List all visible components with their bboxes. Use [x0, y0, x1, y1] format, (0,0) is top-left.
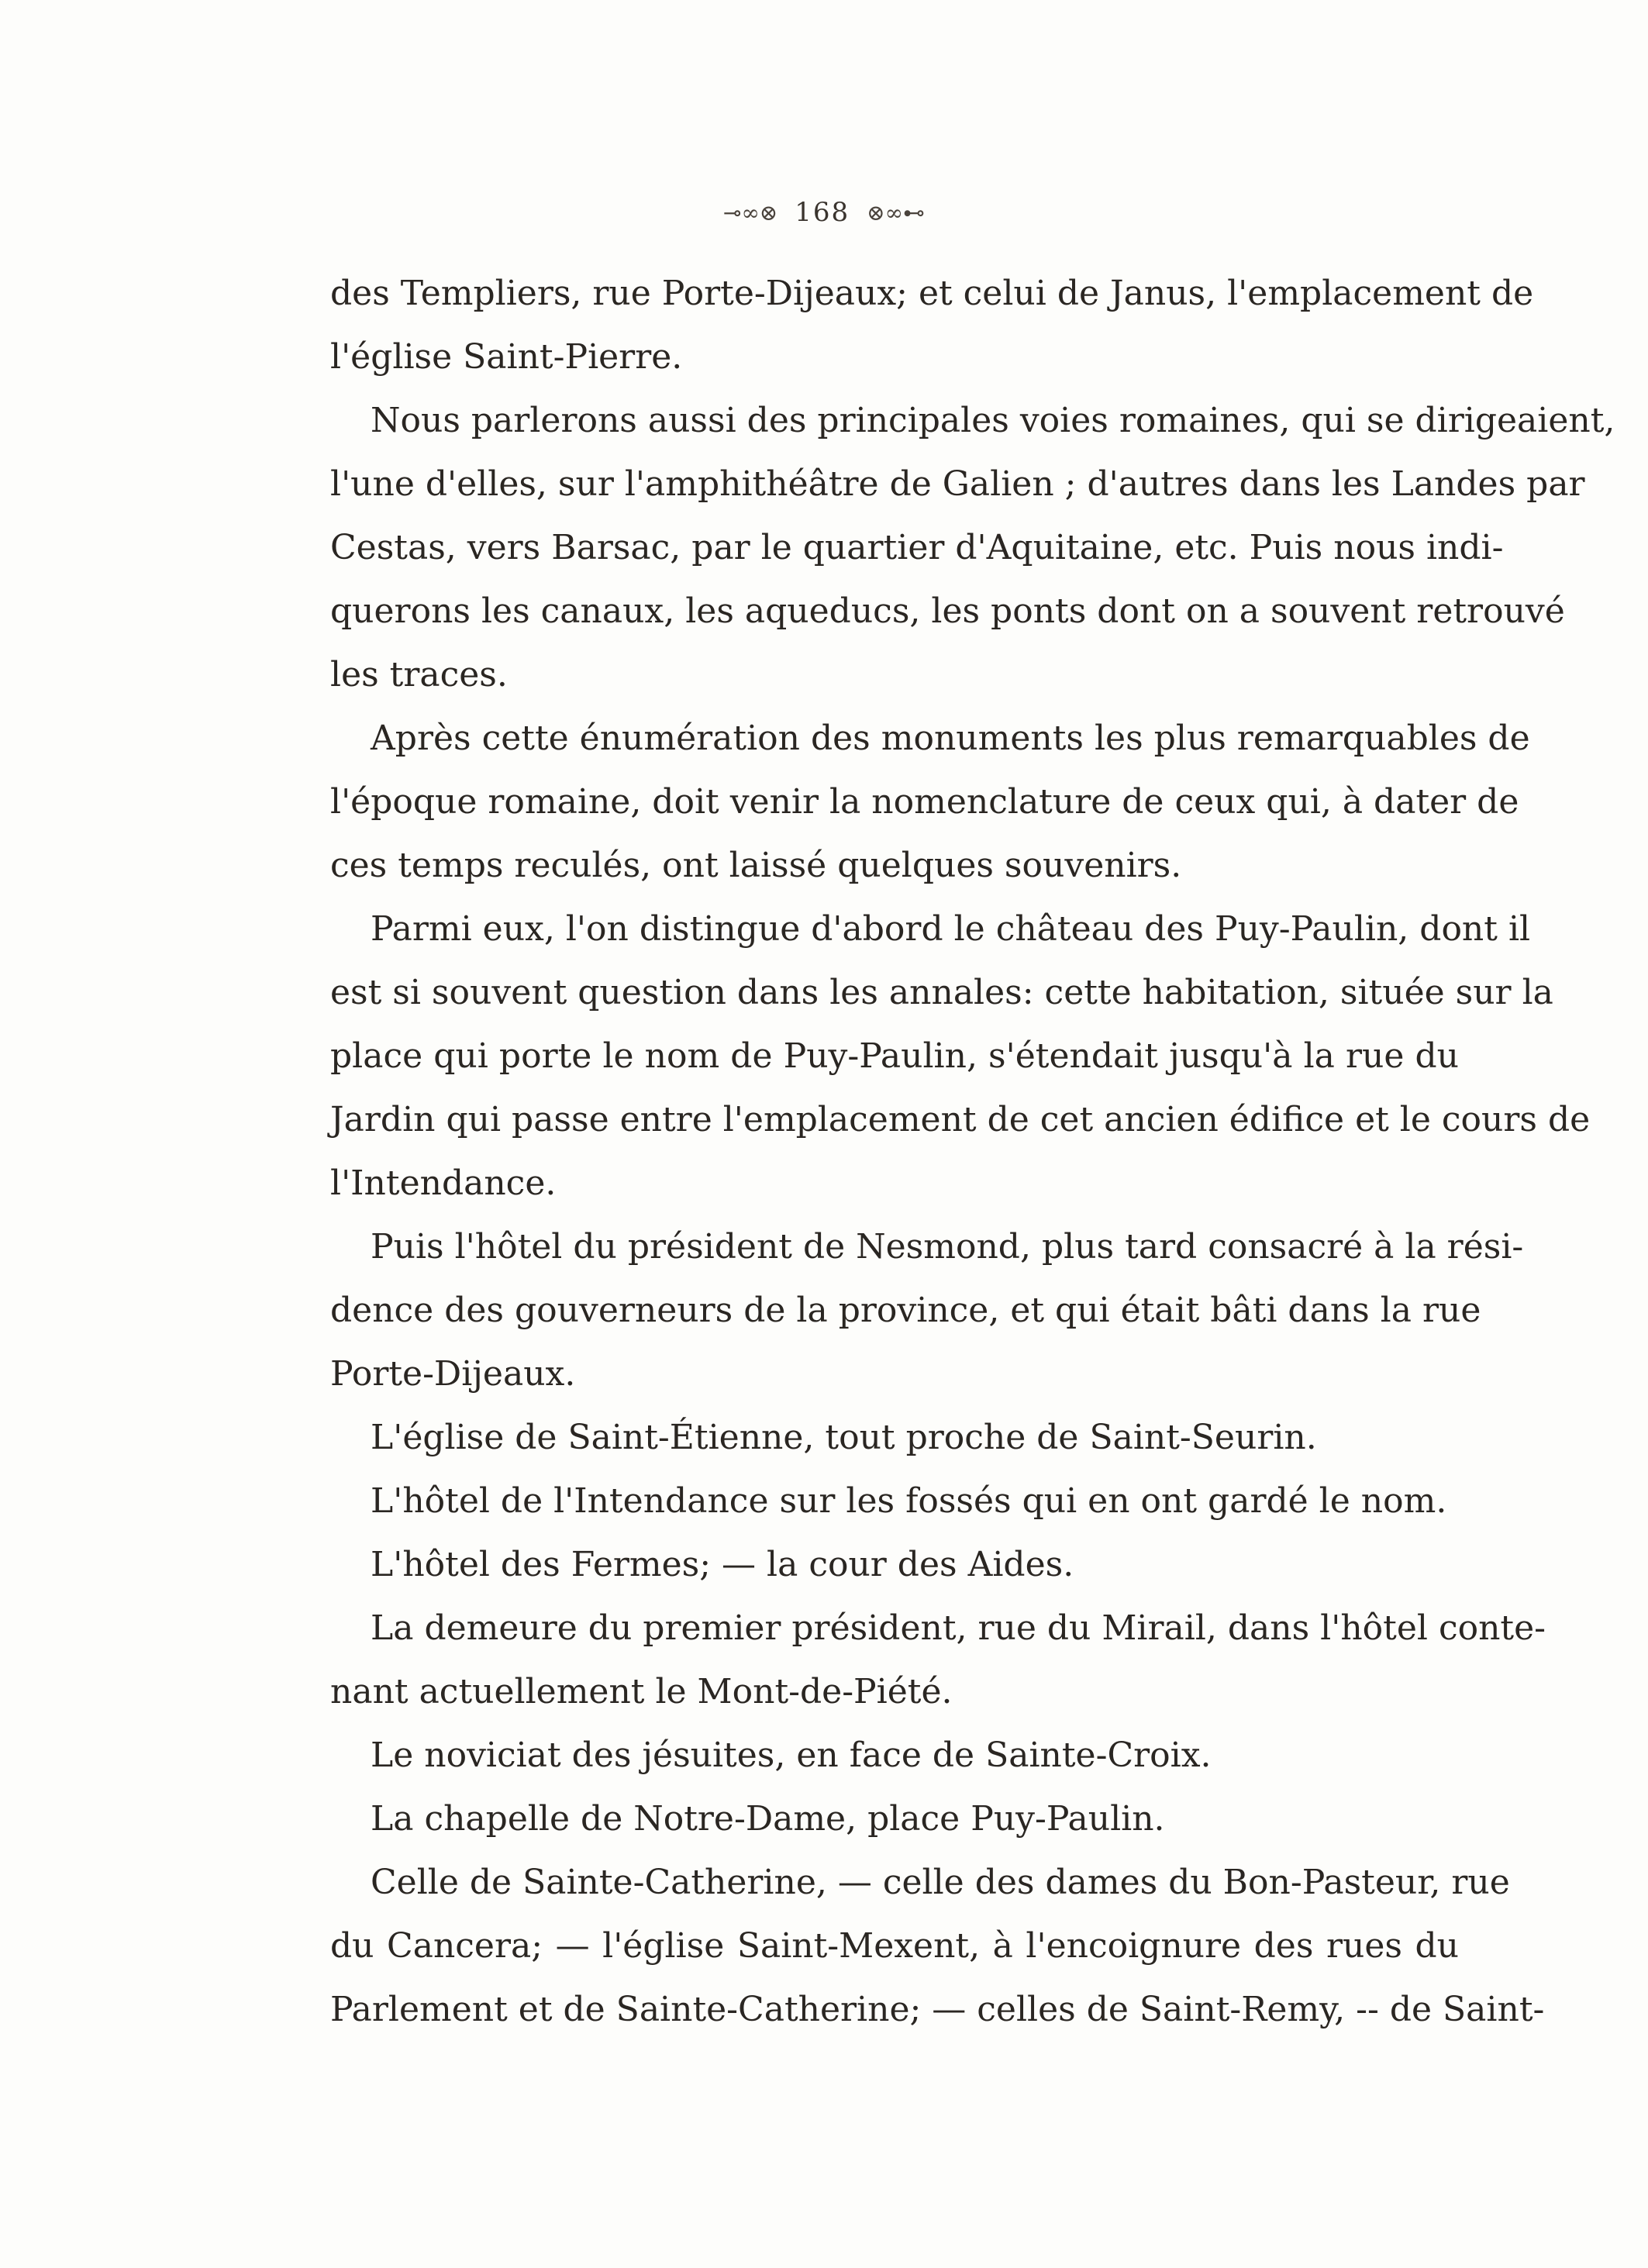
text-line: l'Intendance.: [330, 1163, 557, 1203]
text-line: L'église de Saint-Étienne, tout proche de Saint-Seurin.: [371, 1418, 1317, 1457]
text-line: Puis l'hôtel du président de Nesmond, plus tard consacré à la rési-: [371, 1227, 1524, 1267]
left-ornament-icon: ⊸∞⊗: [723, 199, 778, 226]
text-line: du Cancera; — l'église Saint-Mexent, à l'encoignure des rues du: [330, 1926, 1459, 1966]
text-line: place qui porte le nom de Puy-Paulin, s'étendait jusqu'à la rue du: [330, 1036, 1459, 1076]
page-header: [0, 189, 1648, 236]
text-line: Parmi eux, l'on distingue d'abord le château des Puy-Paulin, dont il: [371, 909, 1531, 949]
text-line: Nous parlerons aussi des principales voies romaines, qui se dirigeaient,: [371, 401, 1615, 440]
text-line: Celle de Sainte-Catherine, — celle des dames du Bon-Pasteur, rue: [371, 1863, 1510, 1902]
text-line: Le noviciat des jésuites, en face de Sainte-Croix.: [371, 1735, 1212, 1775]
text-line: l'église Saint-Pierre.: [330, 337, 683, 377]
text-line: querons les canaux, les aqueducs, les ponts dont on a souvent retrouvé: [330, 591, 1565, 631]
text-line: La demeure du premier président, rue du Mirail, dans l'hôtel conte-: [371, 1608, 1546, 1648]
text-line: ces temps reculés, ont laissé quelques souvenirs.: [330, 846, 1182, 885]
text-line: Jardin qui passe entre l'emplacement de cet ancien édifice et le cours de: [330, 1100, 1591, 1139]
text-line: est si souvent question dans les annales: cette habitation, située sur la: [330, 973, 1553, 1012]
text-line: l'une d'elles, sur l'amphithéâtre de Galien ; d'autres dans les Landes par: [330, 464, 1585, 504]
text-line: Après cette énumération des monuments les plus remarquables de: [371, 719, 1530, 758]
text-line: nant actuellement le Mont-de-Piété.: [330, 1672, 953, 1711]
text-line: Parlement et de Sainte-Catherine; — celles de Saint-Remy, -- de Saint-: [330, 1990, 1545, 2029]
text-line: L'hôtel de l'Intendance sur les fossés qui en ont gardé le nom.: [371, 1481, 1447, 1521]
text-line: Porte-Dijeaux.: [330, 1354, 576, 1394]
body-text: [330, 262, 1615, 2042]
text-line: des Templiers, rue Porte-Dijeaux; et celui de Janus, l'emplacement de: [330, 274, 1534, 313]
page-number: 168: [795, 197, 850, 228]
text-line: l'époque romaine, doit venir la nomenclature de ceux qui, à dater de: [330, 782, 1519, 822]
text-line: L'hôtel des Fermes; — la cour des Aides.: [371, 1545, 1074, 1584]
text-line: dence des gouverneurs de la province, et qui était bâti dans la rue: [330, 1291, 1481, 1330]
text-line: Cestas, vers Barsac, par le quartier d'Aquitaine, etc. Puis nous indi-: [330, 528, 1504, 567]
right-ornament-icon: ⊗∞⊷: [867, 199, 925, 226]
text-line: La chapelle de Notre-Dame, place Puy-Paulin.: [371, 1799, 1165, 1839]
text-line: les traces.: [330, 655, 508, 695]
